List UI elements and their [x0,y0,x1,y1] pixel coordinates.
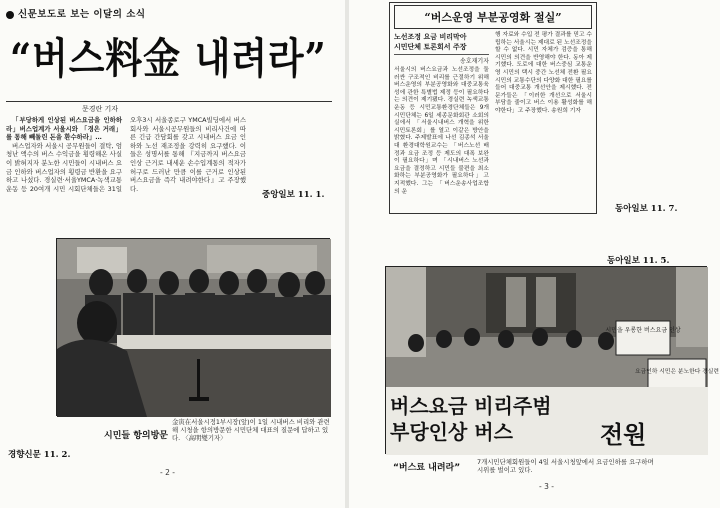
source-donga-2 [607,254,669,266]
photo2-caption-text: “버스료 내려라” [393,463,461,473]
page-number-left-text: - 2 - [160,468,175,477]
source-donga-2-text: 동아일보 11. 5. [607,256,670,266]
protest-photo-image [386,267,719,455]
article-box [389,2,597,214]
byline-rule [6,101,332,102]
photo2-caption-detail-text: 7개시민단체회원들이 4일 서울시청앞에서 요금인하를 요구하며 시위를 벌이고 있다. [477,458,654,475]
right-headline-text: “버스운영 부분공영화 절실” [424,11,562,24]
byline [6,104,118,114]
article-body [6,116,246,230]
right-byline: 송호재기자 [394,54,489,65]
subhead-1: 노선조정 요금 비리막아 [394,33,467,41]
banner-line-3: 전원 [600,420,647,449]
article-lead: 「부당하게 인상된 버스요금을 인하하라」버스업계가 서울시와 「경은 거래」를 통해 빼돌린 돈을 환수하라」… [6,116,122,142]
protest-sign-2: 요금인하 시민은 분노한다 경실련 [635,369,719,375]
banner-line-2: 부당인상 버스 [390,420,513,444]
bullet-icon [6,11,14,19]
source-kyunghyang-text: 경향신문 11. 2. [8,450,71,460]
article-a: 서울시의 버스요금과 노선조정을 둘러싼 구조적인 비리를 근절하기 위해 버스운영의 부분공영화와 대중교통육성에 관한 특별법 제정 등이 필요하다는 의견이 제기됐다. 경실련 녹색교통운동 등 시민교통환경단체들은 9개 시민단체는 6일 세종문화회관 소회의실에서 「서울시내버스 개혁을 위한 시민토론회」를 열고 이같은 방안을 밝혔다. 주제발표에 나선 김종석 서울대 환경대학원교수는 「버스노선 배정과 요금 조정 등 제도의 대폭 보완이 필요하다」며 「시내버스 노선과 요금을 결정하고 시민들 불편을 최소화하는 부분공영화가 필요하다」고 지적했다. 그는 「버스운송사업조합의 운 [394,67,490,195]
article-b: 행 자료와 수입 전 평가 결과를 믿고 수립하는 서울시는 제대로 된 노선조정을 할 수 없다. 시민 자체가 검증을 통해 시민의 의견을 반영해야 한다. 동아 제기했다. 도로에 대한 버스중심 교통운영 시민의 택시 중간 노선체 전환 필요 시민의 교통수단의 다양화 대한 필요를 들어 대중교통 개선안을 제시했다. 전문가들은 「이러한 개선으로 서울시 부담을 줄이고 버스 이용 활성화를 해야한다」고 주장했다. 송원희 기자 [495,32,592,114]
right-page [349,0,720,508]
headline-text: “버스料金 내려라” [10,34,327,83]
protest-photo [385,266,719,454]
right-headline [394,5,592,29]
page-number-right [539,482,554,491]
protest-sign-1: 시민을 우롱한 버스요금 인상 [605,327,681,334]
source-donga-1 [615,202,677,214]
headline [10,32,327,86]
source-joongang [262,188,324,200]
banner-line-1: 버스요금 비리주범 [390,394,552,418]
source-joongang-text: 중앙일보 11. 1. [262,190,325,200]
meeting-photo [56,238,330,416]
left-page [0,0,345,508]
photo2-caption-detail [477,458,661,474]
byline-text: 문경란 기자 [81,105,118,113]
photo1-caption-text: 시민들 항의방문 [104,431,168,441]
photo1-credit: 〈高明燮기자〉 [182,434,227,443]
page-number-left [160,468,175,477]
section-label [6,6,146,20]
photo1-caption-detail [172,418,330,443]
subhead-2: 시민단체 토론회서 주장 [394,43,467,51]
article-text: 버스업자와 서울시 공무원들이 결탁, 엄청난 액수의 버스 수익금을 횡령해온 사실이 밝혀지자 분노한 시민들이 시내버스 요금 인하와 버스업자의 횡령금 반환을 요구하고 나섰다. 경실련·서울YMCA·녹색교통운동 등 20여개 시민 시회단체들은 31일 오후3시 서울종로구 YMCA빌딩에서 버스회사와 서울시공무원들의 비리사건에 따른 긴급 간담회를 갖고 시내버스 요금 인하와 노선 재조정을 강력히 요구했다. 이들은 성명서를 통해 『지금까지 버스요금 인상 근거로 내세운 손수입계통의 적자가 허구로 드러난 만큼 이를 근거로 인상된 버스요금을 즉각 내려야한다』고 주장했다. [6,116,246,193]
page-number-right-text: - 3 - [539,482,554,491]
source-kyunghyang [8,448,70,460]
meeting-photo-image [57,239,331,417]
photo1-caption [104,428,168,441]
section-label-text: 신문보도로 보는 이달의 소식 [18,9,146,20]
photo1-caption-detail-text: 金寅在서울시정1부시장(앞)이 1일 시내버스 비리와 관련해 시청을 항의방문한 시민단체 대표의 질문에 답하고 있다. [172,418,330,443]
source-donga-1-text: 동아일보 11. 7. [615,204,678,214]
photo2-caption [393,460,460,473]
